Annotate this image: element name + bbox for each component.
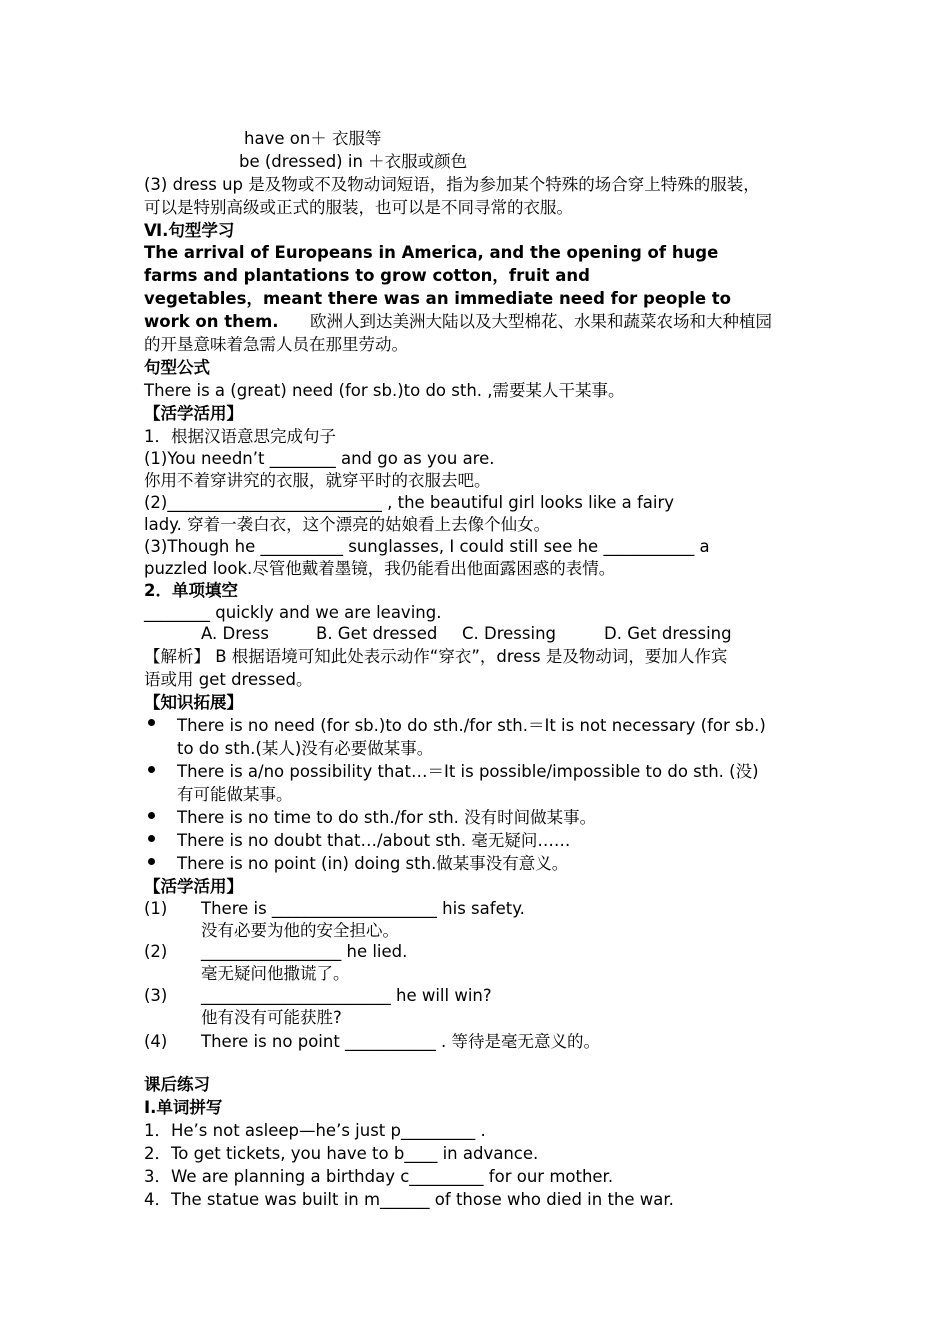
bullet-dot <box>148 812 155 819</box>
sentence-en-3: vegetables，meant there was an immediate need for people to <box>144 289 732 308</box>
practice2-heading: 【活学活用】 <box>144 877 243 896</box>
practice2-q3-en: _______________________ he will win? <box>201 986 492 1005</box>
practice1-heading: 【活学活用】 <box>144 404 243 423</box>
mc-stem: ________ quickly and we are leaving. <box>144 603 442 622</box>
expansion-item-1a: There is no need (for sb.)to do sth./for sth.＝It is not necessary (for sb.) <box>177 716 766 735</box>
expansion-item-5: There is no point (in) doing sth.做某事没有意义。 <box>177 854 569 873</box>
sentence-zh-1: 欧洲人到达美洲大陆以及大型棉花、水果和蔬菜农场和大种植园 <box>310 312 772 331</box>
sentence-en-4: work on them. <box>144 312 279 331</box>
mc-option-b: B. Get dressed <box>316 624 438 643</box>
practice2-num-4: (4) <box>144 1032 168 1051</box>
analysis-line-1: 【解析】 B 根据语境可知此处表示动作“穿衣”，dress 是及物动词，要加人作宾 <box>144 647 728 666</box>
expansion-item-1b: to do sth.(某人)没有必要做某事。 <box>177 739 434 758</box>
mc-heading: 2．单项填空 <box>144 581 238 600</box>
practice2-q4-en: There is no point ___________ . 等待是毫无意义的。 <box>201 1032 601 1051</box>
bullet-dot <box>148 858 155 865</box>
homework-item-2: 2．To get tickets, you have to b____ in advance. <box>144 1144 539 1163</box>
sentence-zh-2: 的开垦意味着急需人员在那里劳动。 <box>144 335 408 354</box>
practice1-q1-zh: 你用不着穿讲究的衣服，就穿平时的衣服去吧。 <box>144 471 491 490</box>
bullet-dot <box>148 835 155 842</box>
practice2-q1-en: There is ____________________ his safety. <box>201 899 525 918</box>
formula-heading: 句型公式 <box>144 358 210 377</box>
homework-sub-heading: Ⅰ.单词拼写 <box>144 1098 223 1117</box>
practice2-num-1: (1) <box>144 899 168 918</box>
bullet-dot <box>148 719 155 726</box>
mc-option-a: A. Dress <box>201 624 269 643</box>
homework-heading: 课后练习 <box>144 1075 210 1094</box>
have-on-line: have on＋ 衣服等 <box>244 129 382 148</box>
homework-item-1: 1．He’s not asleep—he’s just p_________ . <box>144 1121 486 1140</box>
formula-text: There is a (great) need (for sb.)to do sth. ,需要某人干某事。 <box>144 381 625 400</box>
sentence-en-1: The arrival of Europeans in America, and the opening of huge <box>144 243 719 262</box>
dress-up-line-1: (3) dress up 是及物或不及物动词短语，指为参加某个特殊的场合穿上特殊的服装， <box>144 175 760 194</box>
practice1-q3-zh: puzzled look.尽管他戴着墨镜，我仍能看出他面露困惑的表情。 <box>144 559 616 578</box>
practice1-q-heading: 1．根据汉语意思完成句子 <box>144 427 336 446</box>
analysis-line-2: 语或用 get dressed。 <box>144 670 313 689</box>
practice1-q2-zh: lady. 穿着一袭白衣，这个漂亮的姑娘看上去像个仙女。 <box>144 515 551 534</box>
homework-item-3: 3．We are planning a birthday c_________ for our mother. <box>144 1167 614 1186</box>
dress-up-line-2: 可以是特别高级或正式的服装，也可以是不同寻常的衣服。 <box>144 198 573 217</box>
expansion-heading: 【知识拓展】 <box>144 693 243 712</box>
be-dressed-line: be (dressed) in ＋衣服或颜色 <box>239 152 468 171</box>
practice1-q3-en: (3)Though he __________ sunglasses, I could still see he ___________ a <box>144 537 710 556</box>
expansion-item-3: There is no time to do sth./for sth. 没有时间做某事。 <box>177 808 597 827</box>
homework-item-4: 4．The statue was built in m______ of those who died in the war. <box>144 1190 674 1209</box>
practice2-q3-zh: 他有没有可能获胜? <box>201 1008 342 1027</box>
practice2-q2-zh: 毫无疑问他撒谎了。 <box>201 964 350 983</box>
mc-option-c: C. Dressing <box>462 624 556 643</box>
sentence-en-2: farms and plantations to grow cotton，fruit and <box>144 266 590 285</box>
practice2-q1-zh: 没有必要为他的安全担心。 <box>201 921 399 940</box>
section6-heading: Ⅵ.句型学习 <box>144 221 235 240</box>
expansion-item-2a: There is a/no possibility that…＝It is possible/impossible to do sth. (没) <box>177 762 759 781</box>
practice2-num-2: (2) <box>144 942 168 961</box>
bullet-dot <box>148 766 155 773</box>
practice1-q2-en: (2)__________________________ , the beautiful girl looks like a fairy <box>144 493 675 512</box>
expansion-item-2b: 有可能做某事。 <box>177 785 293 804</box>
mc-option-d: D. Get dressing <box>604 624 732 643</box>
practice2-num-3: (3) <box>144 986 168 1005</box>
practice1-q1-en: (1)You needn’t ________ and go as you are. <box>144 449 495 468</box>
expansion-item-4: There is no doubt that…/about sth. 毫无疑问…… <box>177 831 571 850</box>
practice2-q2-en: _________________ he lied. <box>201 942 408 961</box>
